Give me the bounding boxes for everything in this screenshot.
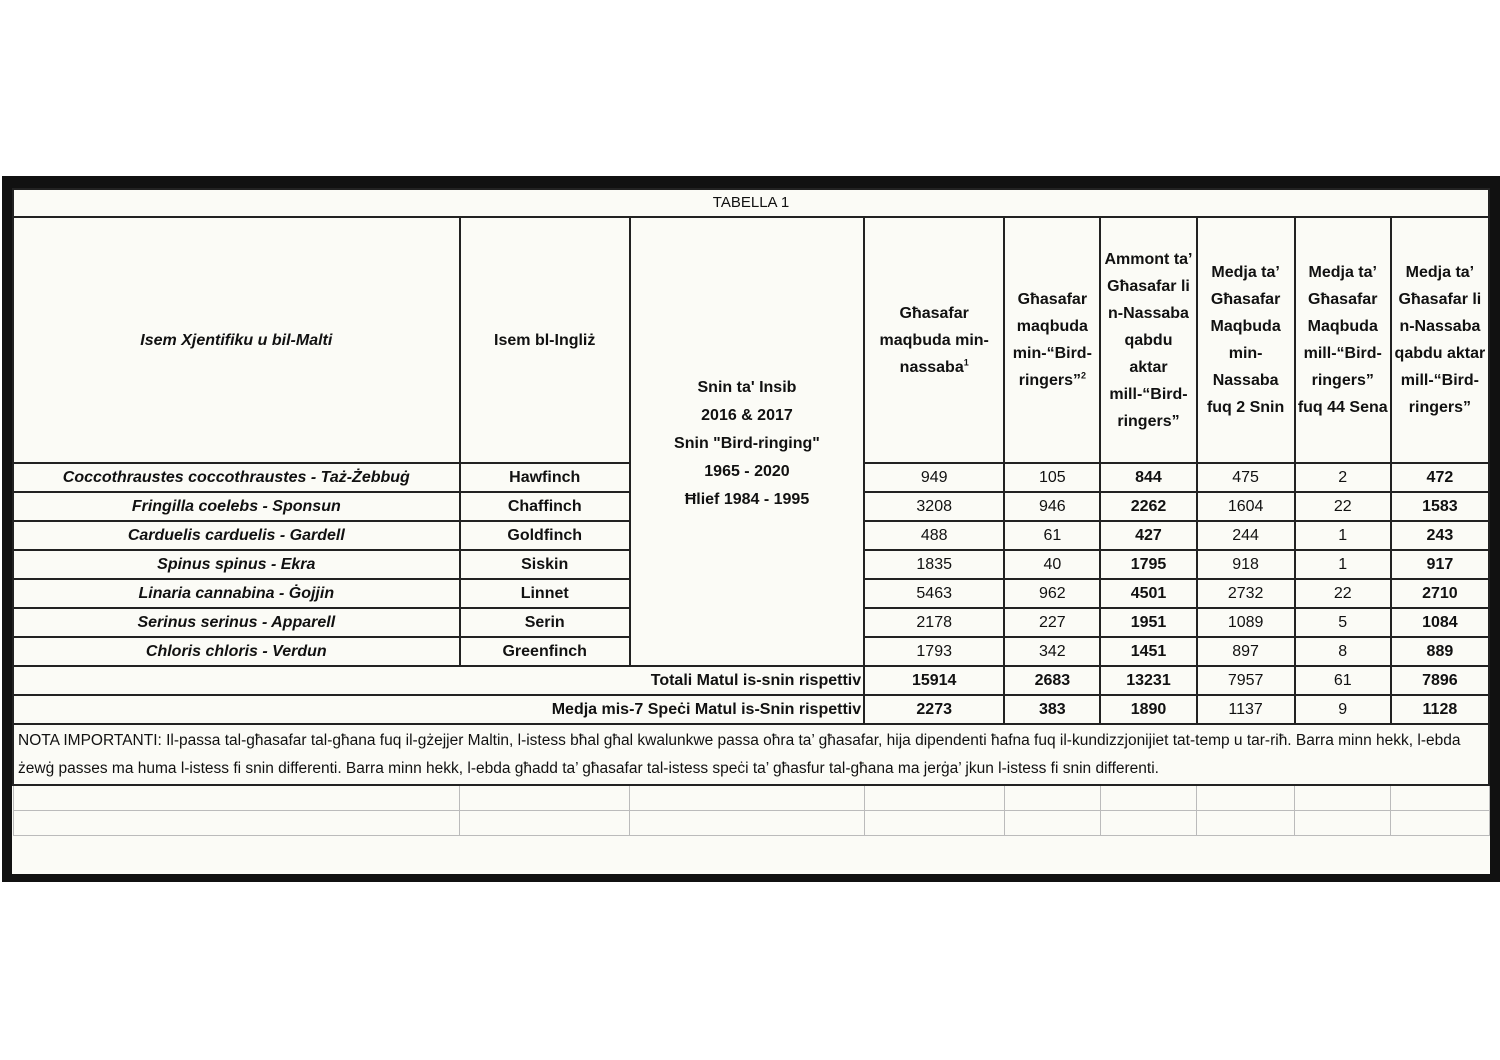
value-cell: 61 (1004, 521, 1100, 550)
value-cell: 1795 (1100, 550, 1196, 579)
value-cell: 1 (1295, 550, 1391, 579)
important-note: NOTA IMPORTANTI: Il-passa tal-għasafar tal-għana fuq il-gżejjer Maltin, l-istess bħal għal kwalunkwe passa oħra ta’ għasafar, hija dipendenti ħafna fuq il-kundizzjonijiet tat-temp u tar-riħ. Barra minn hekk, l-ebda żewġ passes ma huma l-istess fi snin differenti. Barra minn hekk, l-ebda għadd ta’ għasafar tal-istess speċi ta’ għasfur tal-għana ma jerġa’ jkun l-istess fi snin differenti. (13, 724, 1489, 785)
species-scientific-name: Chloris chloris - Verdun (13, 637, 460, 666)
empty-cell (630, 785, 864, 811)
years-line-5: Ħlief 1984 - 1995 (684, 491, 810, 508)
value-cell: 472 (1391, 463, 1489, 492)
empty-cell (630, 811, 864, 836)
header-ringers-average: Medja ta’ Għasafar Maqbuda mill-“Bird-ringers” fuq 44 Sena (1295, 217, 1391, 463)
species-scientific-name: Spinus spinus - Ekra (13, 550, 460, 579)
value-cell: 918 (1197, 550, 1295, 579)
value-cell: 962 (1004, 579, 1100, 608)
bird-trapping-table (12, 188, 1490, 836)
header-scientific-name: Isem Xjentifiku u bil-Malti (13, 217, 460, 463)
empty-row (13, 811, 1489, 836)
value-cell: 946 (1004, 492, 1100, 521)
species-scientific-name: Serinus serinus - Apparell (13, 608, 460, 637)
species-english-name: Greenfinch (460, 637, 630, 666)
empty-row (13, 785, 1489, 811)
species-english-name: Siskin (460, 550, 630, 579)
years-line-3: Snin "Bird-ringing" (674, 435, 820, 452)
value-cell: 1583 (1391, 492, 1489, 521)
value-cell: 917 (1391, 550, 1489, 579)
value-cell: 4501 (1100, 579, 1196, 608)
empty-cell (1391, 785, 1489, 811)
averages-row-value: 1128 (1391, 695, 1489, 724)
value-cell: 40 (1004, 550, 1100, 579)
value-cell: 2710 (1391, 579, 1489, 608)
value-cell: 1084 (1391, 608, 1489, 637)
species-scientific-name: Coccothraustes coccothraustes - Taż-Żebbuġ (13, 463, 460, 492)
header-ringers-caught-text: Għasafar maqbuda min-“Bird-ringers” (1012, 291, 1092, 389)
empty-cell (1100, 785, 1196, 811)
header-difference: Ammont ta’ Għasafar li n-Nassaba qabdu aktar mill-“Bird-ringers” (1100, 217, 1196, 463)
empty-cell (1391, 811, 1489, 836)
value-cell: 1951 (1100, 608, 1196, 637)
species-scientific-name: Linaria cannabina - Ġojjin (13, 579, 460, 608)
species-english-name: Chaffinch (460, 492, 630, 521)
empty-cell (1295, 785, 1391, 811)
header-trappers-caught (864, 217, 1004, 463)
value-cell: 105 (1004, 463, 1100, 492)
totals-row-value: 7957 (1197, 666, 1295, 695)
species-english-name: Serin (460, 608, 630, 637)
value-cell: 844 (1100, 463, 1196, 492)
empty-cell (1197, 785, 1295, 811)
species-english-name: Hawfinch (460, 463, 630, 492)
years-line-4: 1965 - 2020 (704, 463, 790, 480)
value-cell: 3208 (864, 492, 1004, 521)
header-trappers-caught-text: Għasafar maqbuda min-nassaba (879, 304, 989, 376)
value-cell: 5 (1295, 608, 1391, 637)
empty-cell (13, 811, 460, 836)
species-english-name: Linnet (460, 579, 630, 608)
footnote-1-mark: 1 (963, 357, 969, 368)
value-cell: 475 (1197, 463, 1295, 492)
header-average-difference: Medja ta’ Għasafar li n-Nassaba qabdu aktar mill-“Bird-ringers” (1391, 217, 1489, 463)
empty-cell (1100, 811, 1196, 836)
years-line-2: 2016 & 2017 (701, 407, 793, 424)
averages-row-label: Medja mis-7 Speċi Matul is-Snin rispettiv (13, 695, 864, 724)
value-cell: 5463 (864, 579, 1004, 608)
averages-row-value: 1137 (1197, 695, 1295, 724)
value-cell: 22 (1295, 492, 1391, 521)
header-english-name: Isem bl-Ingliż (460, 217, 630, 463)
value-cell: 1 (1295, 521, 1391, 550)
value-cell: 8 (1295, 637, 1391, 666)
empty-cell (460, 811, 630, 836)
totals-row-value: 15914 (864, 666, 1004, 695)
value-cell: 488 (864, 521, 1004, 550)
averages-row (13, 695, 1489, 724)
value-cell: 1604 (1197, 492, 1295, 521)
averages-row-value: 9 (1295, 695, 1391, 724)
empty-cell (864, 785, 1004, 811)
species-scientific-name: Fringilla coelebs - Sponsun (13, 492, 460, 521)
species-english-name: Goldfinch (460, 521, 630, 550)
empty-cell (1197, 811, 1295, 836)
averages-row-value: 1890 (1100, 695, 1196, 724)
empty-cell (13, 785, 460, 811)
value-cell: 22 (1295, 579, 1391, 608)
years-cell (630, 217, 864, 666)
footnote-2-mark: 2 (1080, 370, 1086, 381)
value-cell: 427 (1100, 521, 1196, 550)
empty-cell (1004, 811, 1100, 836)
totals-row-value: 2683 (1004, 666, 1100, 695)
value-cell: 2 (1295, 463, 1391, 492)
value-cell: 949 (864, 463, 1004, 492)
header-trappers-average: Medja ta’ Għasafar Maqbuda min-Nassaba fuq 2 Snin (1197, 217, 1295, 463)
totals-row-label: Totali Matul is-snin rispettiv (13, 666, 864, 695)
value-cell: 1451 (1100, 637, 1196, 666)
value-cell: 2732 (1197, 579, 1295, 608)
empty-cell (864, 811, 1004, 836)
spreadsheet (12, 188, 1490, 874)
species-scientific-name: Carduelis carduelis - Gardell (13, 521, 460, 550)
value-cell: 1793 (864, 637, 1004, 666)
value-cell: 2262 (1100, 492, 1196, 521)
table-title: TABELLA 1 (13, 189, 1489, 217)
value-cell: 889 (1391, 637, 1489, 666)
totals-row-value: 7896 (1391, 666, 1489, 695)
value-cell: 1835 (864, 550, 1004, 579)
empty-cell (1004, 785, 1100, 811)
averages-row-value: 2273 (864, 695, 1004, 724)
value-cell: 342 (1004, 637, 1100, 666)
totals-row-value: 13231 (1100, 666, 1196, 695)
averages-row-value: 383 (1004, 695, 1100, 724)
value-cell: 227 (1004, 608, 1100, 637)
years-line-1: Snin ta' Insib (697, 379, 797, 396)
document-frame (2, 176, 1500, 882)
value-cell: 1089 (1197, 608, 1295, 637)
value-cell: 2178 (864, 608, 1004, 637)
value-cell: 897 (1197, 637, 1295, 666)
note-row (13, 724, 1489, 785)
empty-cell (460, 785, 630, 811)
totals-row (13, 666, 1489, 695)
header-ringers-caught (1004, 217, 1100, 463)
totals-row-value: 61 (1295, 666, 1391, 695)
value-cell: 244 (1197, 521, 1295, 550)
empty-cell (1295, 811, 1391, 836)
value-cell: 243 (1391, 521, 1489, 550)
